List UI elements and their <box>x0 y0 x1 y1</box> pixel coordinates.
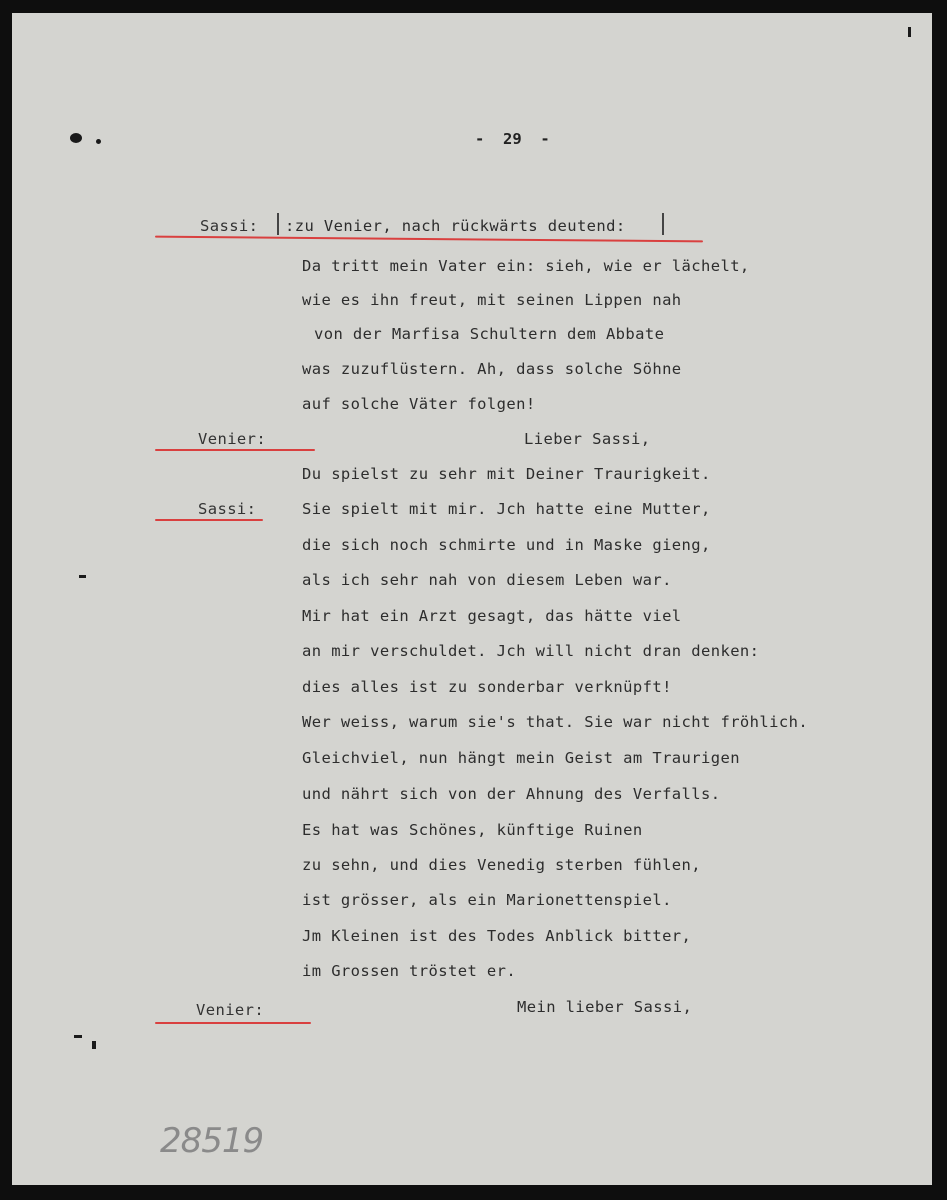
verse-line: im Grossen tröstet er. <box>302 962 517 980</box>
speaker-venier-1: Venier: <box>198 430 267 448</box>
verse-line: und nährt sich von der Ahnung des Verfalls. <box>302 785 721 803</box>
speaker-sassi-2: Sassi: <box>198 500 257 518</box>
verse-line: Jm Kleinen ist des Todes Anblick bitter, <box>302 927 692 945</box>
verse-line: wie es ihn freut, mit seinen Lippen nah <box>302 291 682 309</box>
speaker-venier-2: Venier: <box>196 1001 265 1019</box>
punch-hole-mark <box>96 139 101 144</box>
verse-line: ist grösser, als ein Marionettenspiel. <box>302 891 672 909</box>
speaker-sassi-1: Sassi: <box>200 217 259 235</box>
verse-line: an mir verschuldet. Jch will nicht dran denken: <box>302 642 760 660</box>
verse-line: die sich noch schmirte und in Maske gieng, <box>302 536 711 554</box>
verse-line: als ich sehr nah von diesem Leben war. <box>302 571 672 589</box>
verse-line: zu sehn, und dies Venedig sterben fühlen, <box>302 856 702 874</box>
archive-number: 28519 <box>160 1121 264 1161</box>
speaker-underline <box>155 1022 311 1024</box>
speaker-underline <box>155 236 703 243</box>
corner-mark <box>908 27 911 37</box>
punch-hole-mark <box>70 133 82 143</box>
verse-line: von der Marfisa Schultern dem Abbate <box>314 325 665 343</box>
verse-line: Lieber Sassi, <box>524 430 651 448</box>
verse-line: dies alles ist zu sonderbar verknüpft! <box>302 678 672 696</box>
verse-line: auf solche Väter folgen! <box>302 395 536 413</box>
punch-hole-mark <box>92 1041 96 1049</box>
page-number: - 29 - <box>475 130 550 148</box>
verse-line: Du spielst zu sehr mit Deiner Traurigkeit. <box>302 465 711 483</box>
verse-line: Sie spielt mit mir. Jch hatte eine Mutter, <box>302 500 711 518</box>
verse-line: Mein lieber Sassi, <box>517 998 693 1016</box>
document-page <box>12 13 932 1185</box>
verse-line: Mir hat ein Arzt gesagt, das hätte viel <box>302 607 682 625</box>
stage-direction: :zu Venier, nach rückwärts deutend: <box>285 217 626 235</box>
verse-line: Es hat was Schönes, künftige Ruinen <box>302 821 643 839</box>
punch-hole-mark <box>79 575 86 578</box>
bracket-close <box>662 213 664 235</box>
verse-line: Gleichviel, nun hängt mein Geist am Traurigen <box>302 749 740 767</box>
bracket-open <box>277 213 279 235</box>
verse-line: Da tritt mein Vater ein: sieh, wie er lächelt, <box>302 257 750 275</box>
verse-line: Wer weiss, warum sie's that. Sie war nicht fröhlich. <box>302 713 809 731</box>
speaker-underline <box>155 449 315 451</box>
verse-line: was zuzuflüstern. Ah, dass solche Söhne <box>302 360 682 378</box>
speaker-underline <box>155 519 263 521</box>
punch-hole-mark <box>74 1035 82 1038</box>
